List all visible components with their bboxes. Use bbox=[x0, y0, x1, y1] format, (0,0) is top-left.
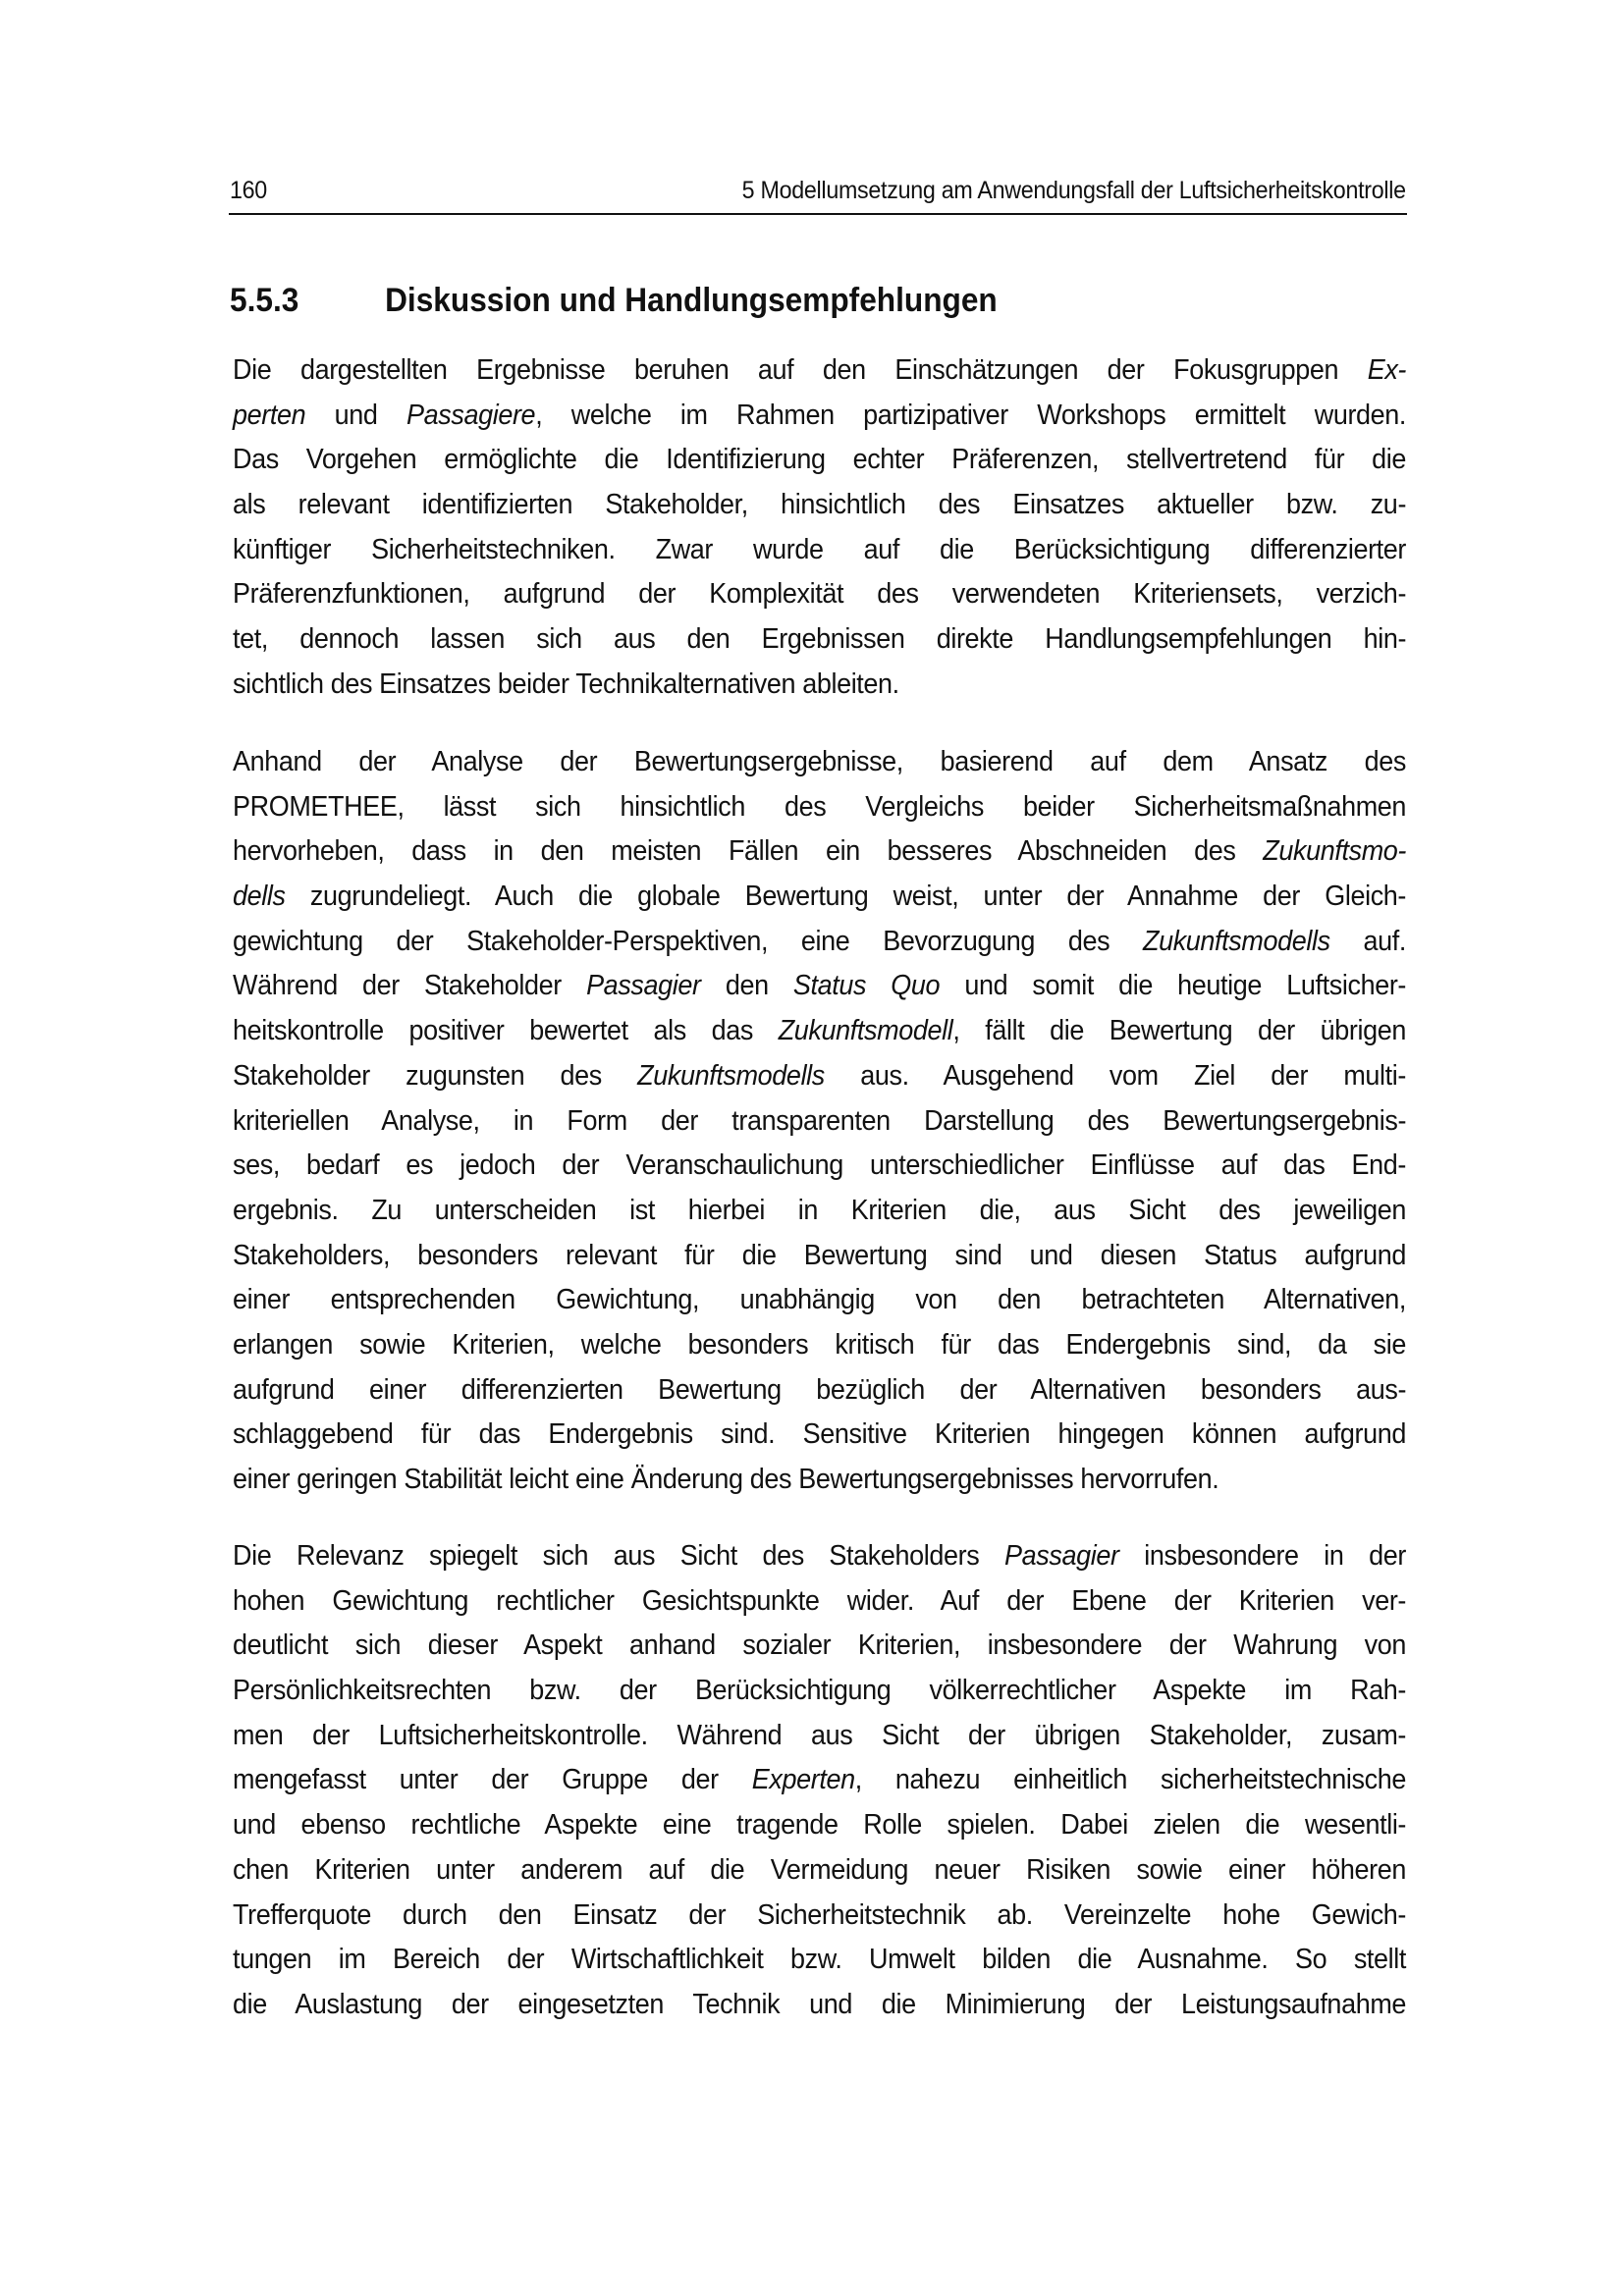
text-run: künftiger Sicherheitstechniken. Zwar wurde auf die Berücksichtigung differenzierter bbox=[233, 533, 1407, 565]
text-run: hervorheben, dass in den meisten Fällen ein besseres Abschneiden des bbox=[233, 835, 1264, 868]
text-line bbox=[233, 1234, 1406, 1279]
text-line bbox=[233, 1413, 1406, 1458]
text-line bbox=[233, 875, 1406, 920]
paragraph bbox=[233, 1534, 1406, 2028]
text-run: und bbox=[305, 399, 406, 431]
running-chapter-title: 5 Modellumsetzung am Anwendungsfall der Luftsicherheitskontrolle bbox=[741, 177, 1406, 204]
text-line bbox=[233, 1624, 1406, 1669]
text-run: erlangen sowie Kriterien, welche besonders kritisch für das Endergebnis sind, da sie bbox=[233, 1328, 1407, 1361]
paragraph bbox=[233, 348, 1406, 708]
text-run: gewichtung der Stakeholder-Perspektiven, eine Bevorzugung des bbox=[233, 925, 1143, 957]
text-line bbox=[233, 1099, 1406, 1145]
italic-term: Ex- bbox=[1367, 354, 1407, 386]
text-run: einer entsprechenden Gewichtung, unabhängig von den betrachteten Alternativen, bbox=[233, 1284, 1407, 1316]
italic-term: Passagier bbox=[1004, 1540, 1119, 1572]
text-run: Präferenzfunktionen, aufgrund der Komplexität des verwendeten Kriteriensets, verzich- bbox=[233, 578, 1407, 611]
page-number: 160 bbox=[230, 177, 267, 204]
text-line bbox=[233, 1669, 1406, 1714]
text-line bbox=[233, 663, 1406, 708]
header-rule bbox=[229, 213, 1407, 215]
text-run: , fällt die Bewertung der übrigen bbox=[952, 1015, 1407, 1047]
text-run: , nahezu einheitlich sicherheitstechnische bbox=[854, 1764, 1407, 1796]
text-run: und somit die heutige Luftsicher- bbox=[940, 970, 1407, 1002]
text-line bbox=[233, 740, 1406, 785]
text-run: die Auslastung der eingesetzten Technik und die Minimierung der Leistungsaufnahme bbox=[233, 1988, 1407, 2020]
text-run: Anhand der Analyse der Bewertungsergebnisse, basierend auf dem Ansatz des bbox=[233, 746, 1407, 777]
section-heading bbox=[230, 282, 998, 320]
text-run: tungen im Bereich der Wirtschaftlichkeit bzw. Umwelt bilden die Ausnahme. So stellt bbox=[233, 1944, 1407, 1976]
text-run: tet, dennoch lassen sich aus den Ergebnissen direkte Handlungsempfehlungen hin- bbox=[233, 623, 1407, 656]
italic-term: Passagier bbox=[586, 970, 701, 1002]
text-run: mengefasst unter der Gruppe der bbox=[233, 1764, 752, 1796]
text-run: sichtlich des Einsatzes beider Technikalternativen ableiten. bbox=[233, 667, 899, 700]
text-line bbox=[233, 1579, 1406, 1625]
text-line bbox=[233, 572, 1406, 617]
text-line bbox=[233, 1009, 1406, 1054]
text-line bbox=[233, 1534, 1406, 1579]
italic-term: Zukunftsmodells bbox=[637, 1059, 825, 1092]
running-header bbox=[230, 177, 1406, 216]
text-run: als relevant identifizierten Stakeholder, hinsichtlich des Einsatzes aktueller bzw. zu- bbox=[233, 489, 1407, 521]
text-run: heitskontrolle positiver bewertet als das bbox=[233, 1015, 779, 1047]
text-run: Persönlichkeitsrechten bzw. der Berücksichtigung völkerrechtlicher Aspekte im Rah- bbox=[233, 1675, 1407, 1707]
text-run: zugrundeliegt. Auch die globale Bewertung weist, unter der Annahme der Gleich- bbox=[285, 881, 1407, 913]
text-run: , welche im Rahmen partizipativer Workshops ermittelt wurden. bbox=[535, 399, 1407, 431]
text-line bbox=[233, 829, 1406, 875]
italic-term: Status Quo bbox=[792, 970, 941, 1002]
text-line bbox=[233, 348, 1406, 394]
italic-term: dells bbox=[233, 881, 286, 913]
text-line bbox=[233, 1458, 1406, 1503]
text-run: schlaggebend für das Endergebnis sind. Sensitive Kriterien hingegen können aufgrund bbox=[233, 1418, 1407, 1451]
text-line bbox=[233, 1848, 1406, 1894]
text-line bbox=[233, 1323, 1406, 1368]
text-run: aufgrund einer differenzierten Bewertung bezüglich der Alternativen besonders aus- bbox=[233, 1373, 1407, 1406]
text-line bbox=[233, 1983, 1406, 2028]
text-run: Trefferquote durch den Einsatz der Sicherheitstechnik ab. Vereinzelte hohe Gewich- bbox=[233, 1898, 1407, 1931]
italic-term: Zukunftsmodells bbox=[1142, 925, 1330, 957]
text-run: hohen Gewichtung rechtlicher Gesichtspunkte wider. Auf der Ebene der Kriterien ver- bbox=[233, 1584, 1407, 1617]
text-line bbox=[233, 1938, 1406, 1983]
text-run: deutlicht sich dieser Aspekt anhand sozialer Kriterien, insbesondere der Wahrung von bbox=[233, 1629, 1407, 1662]
text-line bbox=[233, 394, 1406, 439]
text-run: aus. Ausgehend vom Ziel der multi- bbox=[824, 1059, 1407, 1092]
italic-term: Zukunftsmodell bbox=[778, 1015, 953, 1047]
text-line bbox=[233, 964, 1406, 1009]
text-line bbox=[233, 1144, 1406, 1189]
text-line bbox=[233, 1189, 1406, 1234]
text-run: den bbox=[700, 970, 793, 1002]
paragraph bbox=[233, 740, 1406, 1503]
text-run: und ebenso rechtliche Aspekte eine tragende Rolle spielen. Dabei zielen die wesentli- bbox=[233, 1809, 1407, 1842]
text-run: ergebnis. Zu unterscheiden ist hierbei in Kriterien die, aus Sicht des jeweiligen bbox=[233, 1194, 1407, 1226]
text-run: Während der Stakeholder bbox=[233, 970, 587, 1002]
italic-term: Zukunftsmo- bbox=[1263, 835, 1407, 868]
text-line bbox=[233, 438, 1406, 483]
text-run: auf. bbox=[1329, 925, 1407, 957]
text-line bbox=[233, 1894, 1406, 1939]
text-run: men der Luftsicherheitskontrolle. Während aus Sicht der übrigen Stakeholder, zusam- bbox=[233, 1719, 1407, 1751]
text-run: Das Vorgehen ermöglichte die Identifizierung echter Präferenzen, stellvertretend für die bbox=[233, 444, 1407, 476]
text-run: Stakeholders, besonders relevant für die Bewertung sind und diesen Status aufgrund bbox=[233, 1239, 1407, 1271]
text-line bbox=[233, 1054, 1406, 1099]
section-number: 5.5.3 bbox=[230, 282, 299, 319]
italic-term: perten bbox=[233, 399, 306, 431]
italic-term: Passagiere bbox=[406, 399, 536, 431]
text-run: chen Kriterien unter anderem auf die Vermeidung neuer Risiken sowie einer höheren bbox=[233, 1853, 1407, 1886]
text-line bbox=[233, 1278, 1406, 1323]
section-title: Diskussion und Handlungsempfehlungen bbox=[385, 282, 998, 319]
text-line bbox=[233, 920, 1406, 965]
text-line bbox=[233, 528, 1406, 573]
text-line bbox=[233, 785, 1406, 830]
text-run: Die Relevanz spiegelt sich aus Sicht des Stakeholders bbox=[233, 1540, 1005, 1572]
text-line bbox=[233, 617, 1406, 663]
text-line bbox=[233, 1803, 1406, 1848]
text-line bbox=[233, 483, 1406, 528]
text-line bbox=[233, 1368, 1406, 1414]
text-run: ses, bedarf es jedoch der Veranschaulichung unterschiedlicher Einflüsse auf das End- bbox=[233, 1149, 1407, 1182]
text-run: kriteriellen Analyse, in Form der transparenten Darstellung des Bewertungsergebnis- bbox=[233, 1104, 1407, 1137]
text-run: Stakeholder zugunsten des bbox=[233, 1059, 638, 1092]
text-run: einer geringen Stabilität leicht eine Änderung des Bewertungsergebnisses hervorrufen. bbox=[233, 1464, 1219, 1495]
italic-term: Experten bbox=[751, 1764, 855, 1796]
text-run: Die dargestellten Ergebnisse beruhen auf den Einschätzungen der Fokusgruppen bbox=[233, 354, 1368, 386]
text-line bbox=[233, 1758, 1406, 1803]
text-line bbox=[233, 1714, 1406, 1759]
text-run: insbesondere in der bbox=[1118, 1540, 1407, 1572]
text-run: PROMETHEE, lässt sich hinsichtlich des Vergleichs beider Sicherheitsmaßnahmen bbox=[233, 790, 1407, 823]
